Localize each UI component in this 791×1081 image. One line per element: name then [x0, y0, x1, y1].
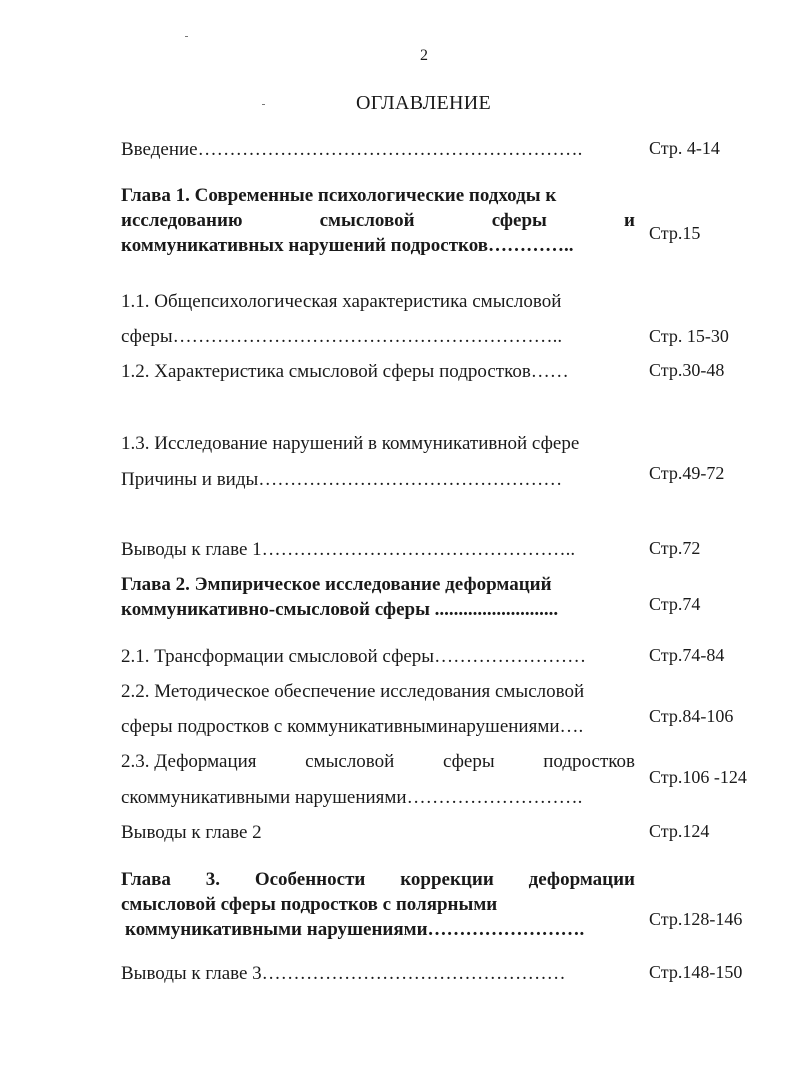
toc-s1-3-page: Стр.49-72	[649, 463, 725, 483]
toc-conc2: Выводы к главе 2	[121, 822, 262, 843]
toc-ch2-line2: коммуникативно-смысловой сферы ..........................	[121, 599, 559, 620]
word: Особенности	[254, 869, 366, 890]
toc-ch3-page: Стр.128-146	[649, 909, 743, 929]
toc-s1-1-page: Стр. 15-30	[649, 326, 729, 346]
toc-s2-3-line1	[121, 752, 635, 771]
page-title: ОГЛАВЛЕНИЕ	[356, 92, 491, 114]
toc-s1-3-line2: Причины и виды…………………………………………	[121, 469, 563, 490]
toc-conc3-page: Стр.148-150	[649, 962, 743, 982]
toc-s2-3-line2: скоммуникативными нарушениями……………………….	[121, 787, 583, 808]
word: Глава	[121, 869, 171, 890]
toc-conc1-page: Стр.72	[649, 538, 701, 558]
toc-s2-2-page: Стр.84-106	[649, 706, 734, 726]
toc-s2-2-line1: 2.2. Методическое обеспечение исследования смысловой	[121, 681, 585, 702]
toc-conc3: Выводы к главе 3…………………………………………	[121, 963, 566, 984]
toc-ch1-line1: Глава 1. Современные психологические подходы к	[121, 185, 557, 206]
toc-ch2-line1: Глава 2. Эмпирическое исследование деформаций	[121, 574, 552, 595]
toc-conc1: Выводы к главе 1…………………………………………..	[121, 539, 576, 560]
word: смысловой	[319, 210, 415, 231]
word: сферы	[491, 210, 547, 231]
toc-ch3-line1	[121, 870, 635, 889]
word: сферы	[442, 751, 495, 772]
word: исследованию	[121, 210, 243, 231]
toc-s1-2: 1.2. Характеристика смысловой сферы подростков……	[121, 361, 569, 382]
word: деформации	[528, 869, 635, 890]
toc-ch1-page: Стр.15	[649, 223, 701, 243]
toc-intro: Введение…………………………………………………….	[121, 139, 583, 160]
word: 2.3. Деформация	[121, 751, 257, 772]
toc-ch1-line3: коммуникативных нарушений подростков…………..	[121, 235, 574, 256]
word: подростков	[543, 751, 635, 772]
scan-speck	[185, 36, 188, 37]
word: 3.	[205, 869, 220, 890]
scan-speck	[262, 104, 265, 105]
toc-s1-2-page: Стр.30-48	[649, 360, 725, 380]
toc-s1-1-line1: 1.1. Общепсихологическая характеристика смысловой	[121, 291, 562, 312]
page-number: 2	[420, 47, 428, 64]
toc-ch1-line2	[121, 211, 635, 230]
word: и	[624, 210, 635, 231]
toc-s1-3-line1: 1.3. Исследование нарушений в коммуникативной сфере	[121, 433, 580, 454]
toc-s1-1-line2: сферы……………………………………………………..	[121, 326, 563, 347]
toc-s2-1: 2.1. Трансформации смысловой сферы……………………	[121, 646, 587, 667]
toc-ch2-page: Стр.74	[649, 594, 701, 614]
toc-conc2-page: Стр.124	[649, 821, 710, 841]
toc-ch3-line2: смысловой сферы подростков с полярными	[121, 894, 498, 915]
toc-s2-3-page: Стр.106 -124	[649, 767, 747, 787]
word: коррекции	[400, 869, 494, 890]
toc-s2-1-page: Стр.74-84	[649, 645, 725, 665]
toc-s2-2-line2: сферы подростков с коммуникативныминарушениями….	[121, 716, 584, 737]
word: смысловой	[305, 751, 395, 772]
toc-ch3-line3: коммуникативными нарушениями…………………….	[125, 919, 585, 940]
toc-intro-page: Стр. 4-14	[649, 138, 720, 158]
